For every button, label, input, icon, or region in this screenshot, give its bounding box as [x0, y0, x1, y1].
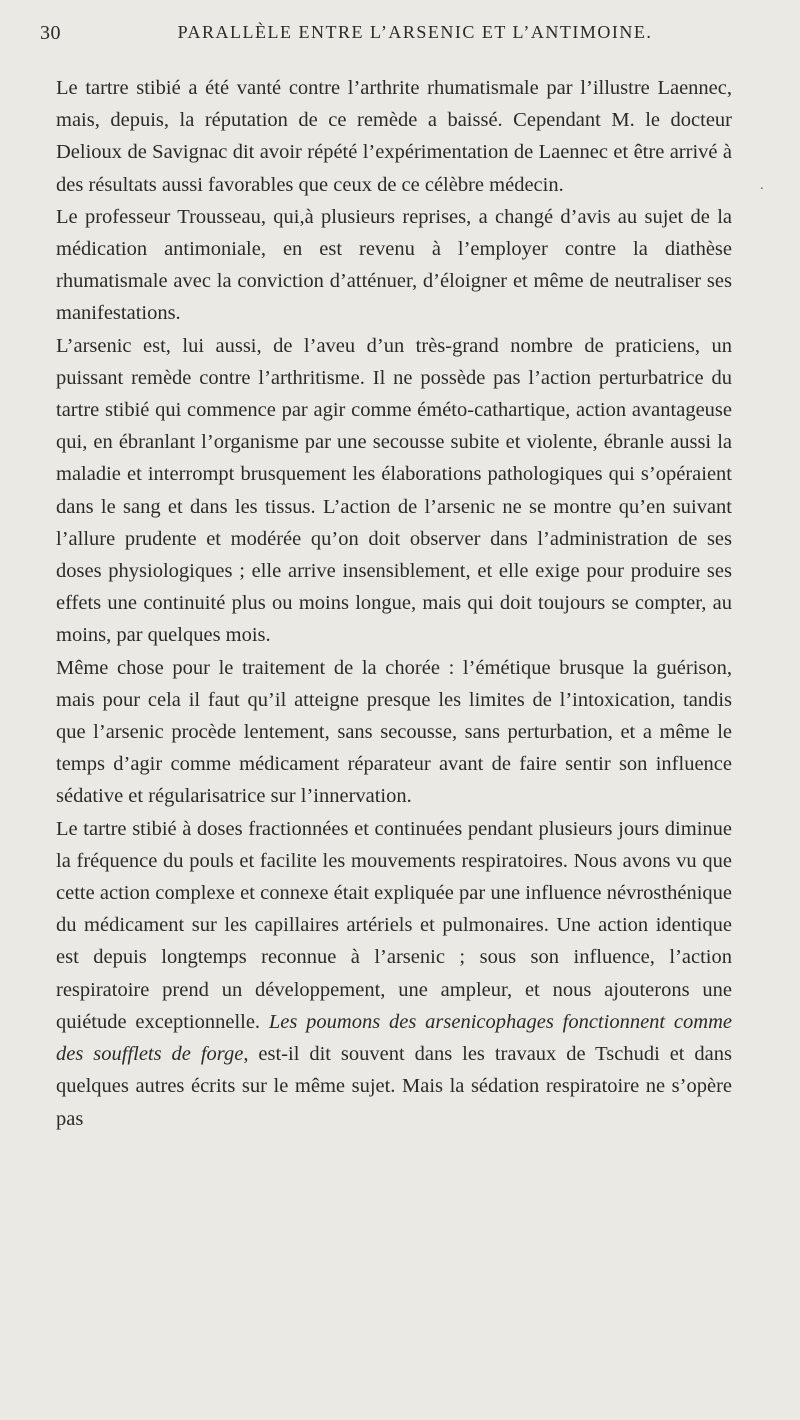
- paragraph-trousseau: Le professeur Trousseau, qui,à plusieurs reprises, a changé d’avis au sujet de la médication antimoniale, en est revenu à l’employer contre la diathèse rhumatismale avec la conviction d’atténuer, d’éloigner et même de neutraliser ses manifestations.: [56, 205, 732, 325]
- paragraph-respiration-start: Le tartre stibié à doses fractionnées et continuées pendant plusieurs jours diminue la fréquence du pouls et facilite les mouvements respiratoires. Nous avons vu que cette action complexe et connexe était expliquée par une influence névrosthénique du médicament sur les capillaires artériels et pulmonaires. Une action identique est depuis longtemps reconnue à l’arsenic ; sous son influence, l’action respiratoire prend un développement, une ampleur, et nous ajouterons une quiétude exceptionnelle.: [56, 817, 732, 1033]
- italic-quote: Les poumons des arsenicophages fonctionnent comme des soufflets de forge: [56, 1010, 732, 1066]
- paragraph-choree: Même chose pour le traitement de la chorée : l’émétique brusque la guérison, mais pour cela il faut qu’il atteigne presque les limites de l’intoxication, tandis que l’arsenic procède lentement, sans secousse, sans perturbation, et a même le temps d’agir comme médicament réparateur avant de faire sentir son influence sédative et régularisatrice sur l’innervation.: [56, 656, 732, 808]
- paragraph-respiration-end: , est-il dit souvent dans les travaux de Tschudi et dans quelques autres écrits sur le même sujet. Mais la sédation respiratoire ne s’opère pas: [56, 1043, 733, 1130]
- running-title: PARALLÈLE ENTRE L’ARSENIC ET L’ANTIMOINE.: [177, 22, 653, 42]
- margin-mark: .: [760, 178, 764, 193]
- running-head: [40, 22, 760, 52]
- paragraph-arsenic-arthritisme: L’arsenic est, lui aussi, de l’aveu d’un très-grand nombre de praticiens, un puissant remède contre l’arthritisme. Il ne possède pas l’action perturbatrice du tartre stibié qui commence par agir comme éméto-cathartique, action avantageuse qui, en ébranlant l’organisme par une secousse subite et violente, ébranle aussi la maladie et interrompt brusquement les élaborations pathologiques qui s’opéraient dans le sang et dans les tissus. L’action de l’arsenic ne se montre qu’en suivant l’allure prudente et modérée qu’on doit observer dans l’administration de ses doses physiologiques ; elle arrive insensiblement, et elle exige pour produire ses effets une continuité plus ou moins longue, mais qui doit toujours se compter, au moins, par quelques mois.: [56, 334, 732, 647]
- paragraph-respiration: [56, 813, 732, 1135]
- paragraph-laennec: Le tartre stibié a été vanté contre l’arthrite rhumatismale par l’illustre Laennec, mais, depuis, la réputation de ce remède a baissé. Cependant M. le docteur Delioux de Savignac dit avoir répété l’expérimentation de Laennec et être arrivé à des résultats aussi favorables que ceux de ce célèbre médecin.: [56, 77, 732, 196]
- body-text: [56, 72, 732, 1135]
- page-number: 30: [40, 22, 61, 44]
